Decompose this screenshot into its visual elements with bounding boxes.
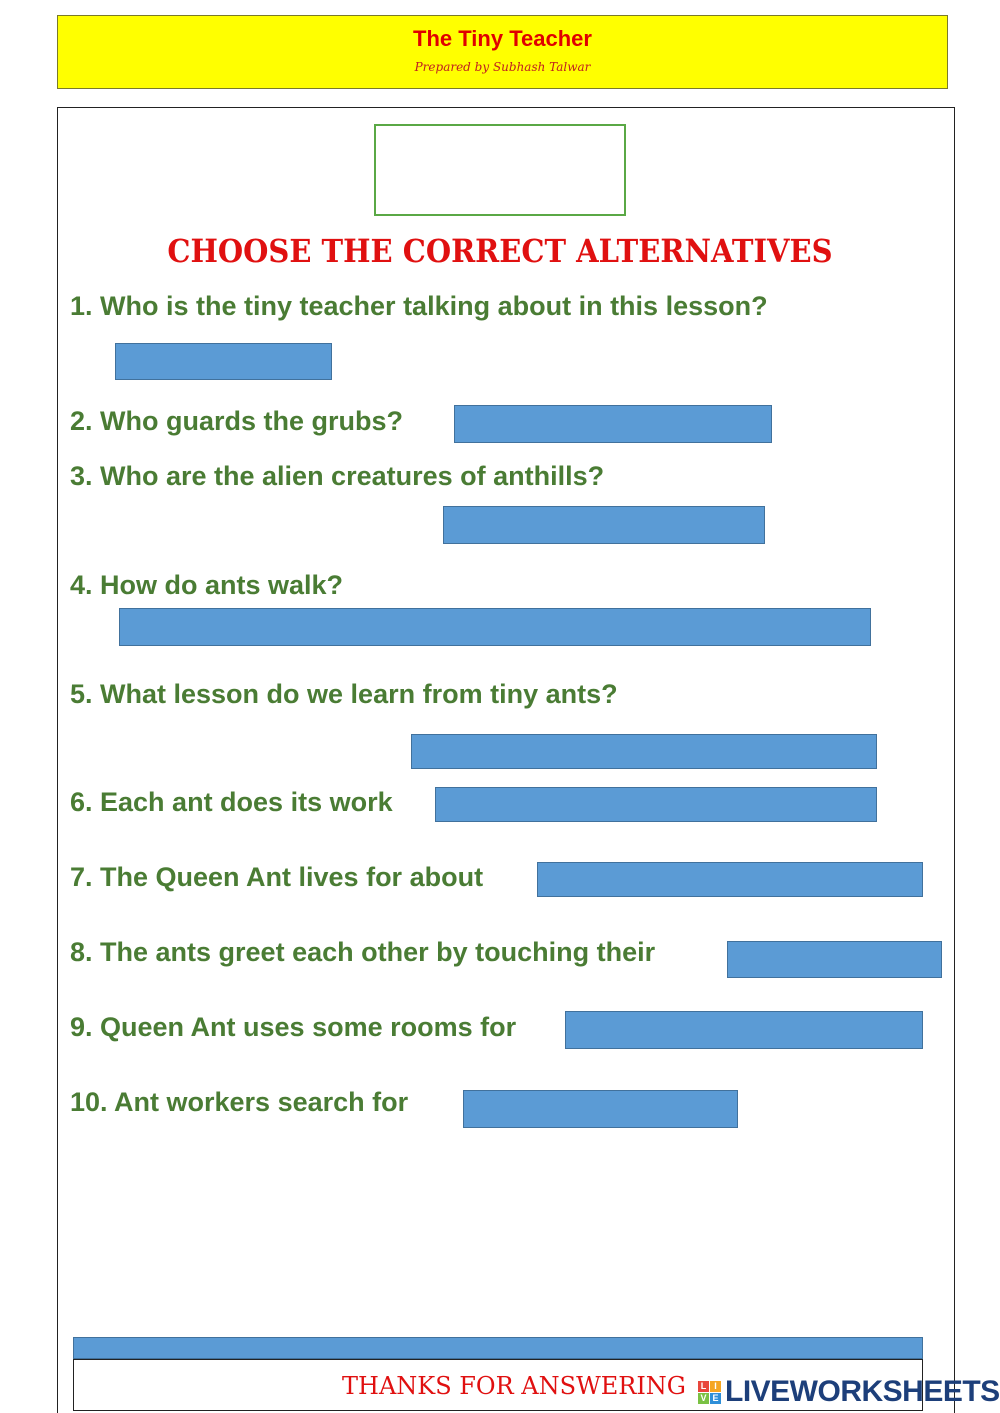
question-3: 3. Who are the alien creatures of anthills? (70, 461, 605, 491)
worksheet-author: Prepared by Subhash Talwar (414, 60, 591, 74)
thanks-message: THANKS FOR ANSWERING (342, 1372, 686, 1400)
answer-8-blank[interactable] (727, 941, 942, 978)
answer-9-blank[interactable] (565, 1011, 923, 1049)
question-7: 7. The Queen Ant lives for about (70, 862, 484, 892)
question-6: 6. Each ant does its work (70, 787, 393, 817)
instructions-heading: CHOOSE THE CORRECT ALTERNATIVES (167, 232, 833, 270)
answer-4-blank[interactable] (119, 608, 871, 646)
answer-1-blank[interactable] (115, 343, 332, 380)
worksheet-title: The Tiny Teacher (413, 26, 592, 51)
liveworksheets-logo-icon: L I V E (698, 1381, 721, 1404)
brand-text: LIVEWORKSHEETS (725, 1375, 1000, 1408)
answer-3-blank[interactable] (443, 506, 765, 544)
image-placeholder (374, 124, 626, 216)
answer-5-blank[interactable] (411, 734, 877, 769)
footer-bar (73, 1337, 923, 1359)
answer-2-blank[interactable] (454, 405, 772, 443)
worksheet-header (57, 15, 948, 89)
question-2: 2. Who guards the grubs? (70, 406, 404, 436)
answer-6-blank[interactable] (435, 787, 877, 822)
question-1: 1. Who is the tiny teacher talking about in this lesson? (70, 291, 768, 321)
question-9: 9. Queen Ant uses some rooms for (70, 1012, 517, 1042)
answer-7-blank[interactable] (537, 862, 923, 897)
question-10: 10. Ant workers search for (70, 1087, 409, 1117)
answer-10-blank[interactable] (463, 1090, 738, 1128)
liveworksheets-brand[interactable] (698, 1374, 1000, 1410)
question-8: 8. The ants greet each other by touching their (70, 937, 656, 967)
question-4: 4. How do ants walk? (70, 570, 344, 600)
question-5: 5. What lesson do we learn from tiny ants? (70, 679, 618, 709)
